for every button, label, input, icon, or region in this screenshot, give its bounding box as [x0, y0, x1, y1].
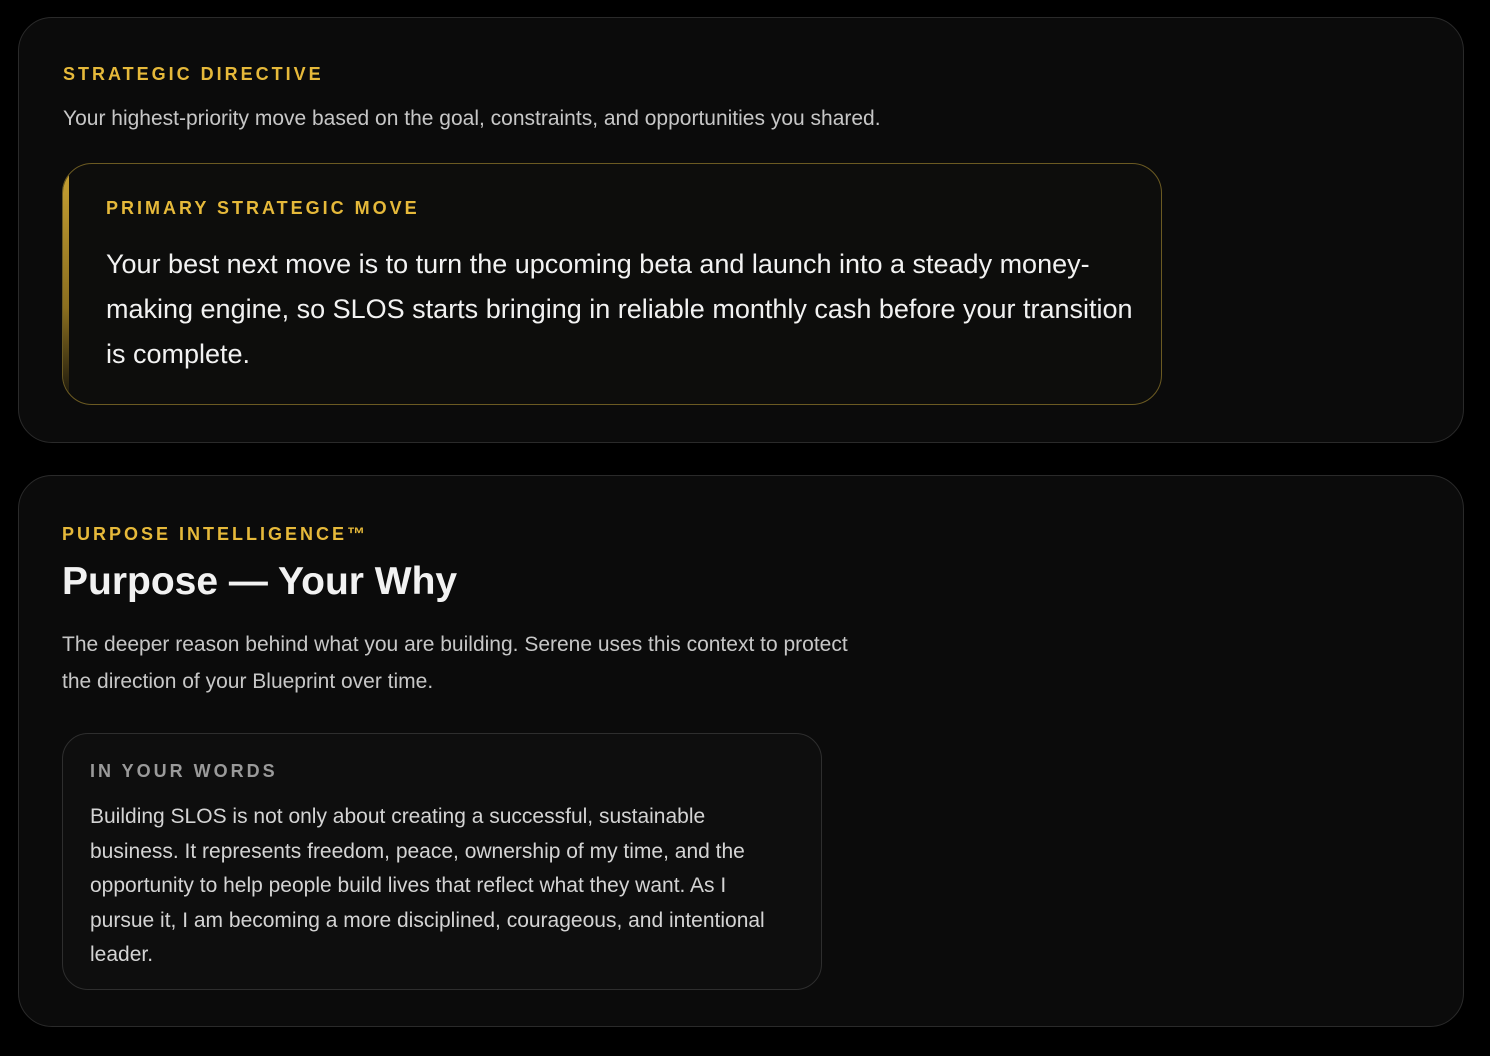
strategic-directive-card	[18, 17, 1464, 443]
primary-strategic-move-eyebrow: PRIMARY STRATEGIC MOVE	[106, 198, 420, 218]
in-your-words-box	[62, 733, 822, 990]
strategic-directive-eyebrow: STRATEGIC DIRECTIVE	[63, 64, 324, 84]
primary-strategic-move-box	[62, 163, 1162, 405]
strategic-directive-description: Your highest-priority move based on the goal, constraints, and opportunities you shared.	[63, 107, 881, 130]
in-your-words-text: Building SLOS is not only about creating a successful, sustainable business. It represents freedom, peace, ownership of my time, and the opportunity to help people build lives that reflect what they want. As I pursue it, I am becoming a more disciplined, courageous, and intentional leader.	[90, 805, 765, 966]
purpose-intelligence-eyebrow: PURPOSE INTELLIGENCE™	[62, 524, 369, 544]
primary-move-accent-bar	[63, 164, 69, 404]
in-your-words-eyebrow: IN YOUR WORDS	[90, 761, 278, 781]
purpose-description: The deeper reason behind what you are building. Serene uses this context to protect the direction of your Blueprint over time.	[62, 633, 848, 693]
purpose-title: Purpose — Your Why	[62, 560, 458, 603]
primary-strategic-move-text: Your best next move is to turn the upcoming beta and launch into a steady money-making engine, so SLOS starts bringing in reliable monthly cash before your transition is complete.	[106, 249, 1133, 369]
purpose-intelligence-card	[18, 475, 1464, 1027]
